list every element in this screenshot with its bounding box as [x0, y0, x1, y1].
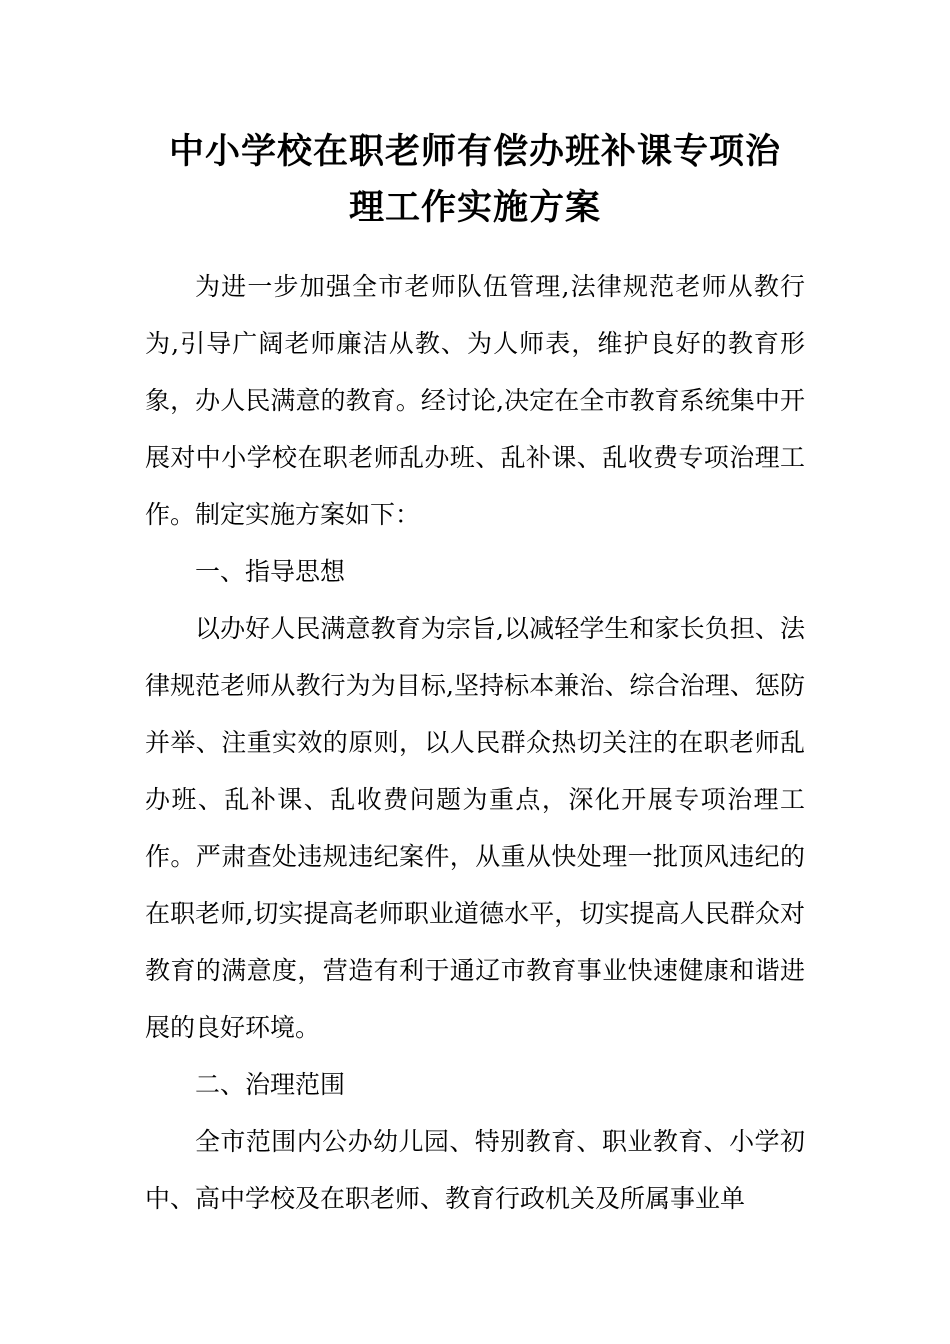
- document-body: [145, 258, 805, 1227]
- intro-paragraph: 为进一步加强全市老师队伍管理,法律规范老师从教行为,引导广阔老师廉洁从教、为人师表，维护良好的教育形象，办人民满意的教育。经讨论,决定在全市教育系统集中开展对中小学校在职老师乱办班、乱补课、乱收费专项治理工作。制定实施方案如下：: [145, 272, 805, 529]
- section-paragraph-scope: 全市范围内公办幼儿园、特别教育、职业教育、小学初中、高中学校及在职老师、教育行政机关及所属事业单: [145, 1127, 805, 1213]
- section-heading-scope: 二、治理范围: [195, 1070, 346, 1099]
- document-title: 中小学校在职老师有偿办班补课专项治 理工作实施方案: [168, 131, 781, 228]
- section-heading-guiding-ideology: 一、指导思想: [195, 557, 346, 586]
- section-paragraph-guiding-ideology: 以办好人民满意教育为宗旨,以减轻学生和家长负担、法律规范老师从教行为为目标,坚持标本兼治、综合治理、惩防并举、注重实效的原则，以人民群众热切关注的在职老师乱办班、乱补课、乱收费问题为重点，深化开展专项治理工作。严肃查处违规违纪案件，从重从快处理一批顶风违纪的在职老师,切实提高老师职业道德水平，切实提高人民群众对教育的满意度，营造有利于通辽市教育事业快速健康和谐进展的良好环境。: [145, 614, 805, 1042]
